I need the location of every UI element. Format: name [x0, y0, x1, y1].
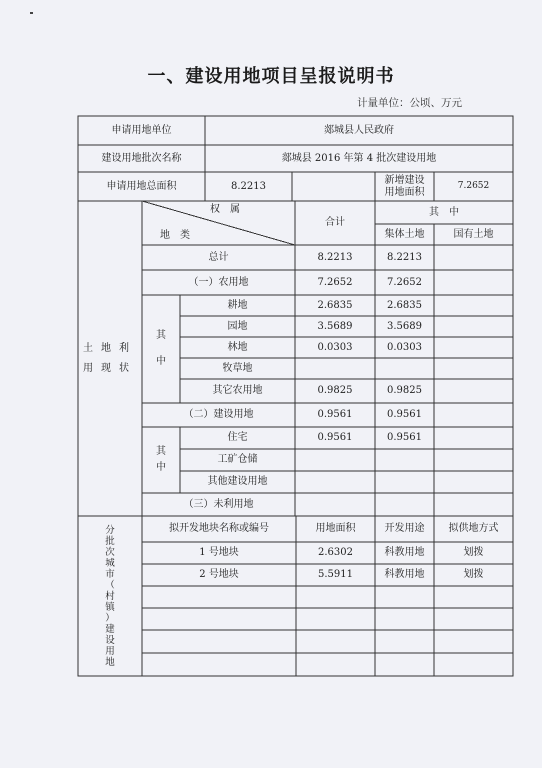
land-class-label: 地 类 [160, 230, 190, 242]
construction-subgroup-label [142, 427, 180, 493]
row-total: 2.6835 [317, 299, 353, 311]
plots-label-char: 用 [105, 645, 115, 657]
row-collective: 3.5689 [387, 320, 422, 332]
row-collective: 2.6835 [387, 299, 422, 311]
row-name: 其它农用地 [212, 385, 263, 397]
row-name: （二）建设用地 [183, 409, 254, 421]
row-total: 0.9825 [317, 385, 353, 397]
plots-label-char: 次 [105, 546, 115, 558]
row-collective: 0.9561 [387, 409, 422, 421]
row-name: （一）农用地 [188, 276, 249, 288]
plot-use-header: 开发用途 [384, 523, 425, 535]
total-column-header: 合计 [325, 217, 345, 229]
row-name: 林地 [227, 341, 248, 353]
plot-area: 2.6302 [318, 547, 353, 559]
row-total: 3.5689 [317, 320, 353, 332]
applicant-label: 申请用地单位 [111, 124, 172, 136]
row-collective: 7.2652 [387, 276, 422, 288]
land-use-label-char: 地 [101, 342, 111, 354]
row-total: 7.2652 [317, 276, 353, 288]
page-title: 一、建设用地项目呈报说明书 [147, 66, 395, 87]
row-name: 牧草地 [222, 362, 253, 374]
row-collective: 8.2213 [387, 251, 422, 263]
plot-area: 5.5911 [318, 569, 353, 581]
plot-name: 2 号地块 [199, 569, 239, 581]
plot-supply: 划拨 [463, 547, 484, 559]
row-collective: 0.9561 [387, 432, 422, 444]
plot-supply: 划拨 [463, 569, 484, 581]
plots-section-label [78, 516, 142, 676]
batch-value: 郯城县 2016 年第 4 批次建设用地 [281, 152, 437, 164]
row-name: （三）未利用地 [183, 498, 254, 510]
land-use-section-label [78, 201, 142, 516]
land-use-label-char: 状 [119, 362, 129, 374]
subgroup-char: 中 [156, 356, 166, 367]
plot-name-header: 拟开发地块名称或编号 [169, 523, 269, 535]
ownership-label: 权 属 [210, 204, 240, 216]
plots-label-char: 村 [105, 590, 115, 602]
row-name: 住宅 [227, 432, 248, 444]
subgroup-char: 其 [156, 446, 166, 457]
new-area-label-line2: 用地面积 [384, 186, 425, 198]
plots-label-char: ） [105, 612, 115, 624]
row-name: 耕地 [227, 299, 248, 311]
row-total: 8.2213 [317, 251, 353, 263]
land-use-label-char: 现 [101, 362, 111, 374]
applicant-value: 郯城县人民政府 [324, 124, 394, 136]
row-name: 工矿仓储 [217, 454, 258, 466]
row-collective: 0.0303 [387, 341, 422, 353]
batch-label: 建设用地批次名称 [101, 152, 182, 164]
agri-subgroup-label [142, 295, 180, 403]
state-column-header: 国有土地 [453, 228, 494, 240]
plots-label-char: 建 [105, 623, 115, 635]
new-area-value: 7.2652 [457, 181, 490, 192]
plot-supply-header: 拟供地方式 [448, 523, 499, 535]
new-area-label-line1: 新增建设 [384, 175, 425, 186]
row-name: 园地 [227, 320, 248, 332]
row-total: 0.9561 [317, 432, 353, 444]
land-use-label-char: 用 [83, 362, 93, 374]
new-area-label [375, 172, 434, 201]
row-total: 0.0303 [317, 341, 353, 353]
total-area-value: 8.2213 [231, 180, 266, 192]
collective-column-header: 集体土地 [384, 228, 425, 240]
land-use-label-char: 利 [119, 342, 129, 354]
plots-label-char: 分 [105, 524, 115, 536]
plots-label-char: 市 [105, 568, 115, 580]
plot-use: 科教用地 [384, 569, 425, 581]
plots-label-char: 批 [105, 535, 115, 547]
row-collective: 0.9825 [387, 385, 422, 397]
plots-label-char: 地 [105, 656, 115, 668]
plots-label-char: （ [105, 579, 115, 591]
measurement-unit: 计量单位：公顷、万元 [357, 97, 462, 109]
row-name: 总计 [208, 251, 229, 263]
subgroup-char: 中 [156, 462, 166, 473]
row-total: 0.9561 [317, 409, 353, 421]
land-use-label-char: 土 [83, 342, 93, 354]
row-name: 其他建设用地 [207, 476, 268, 488]
plots-label-char: 城 [105, 557, 115, 569]
subgroup-char: 其 [156, 330, 166, 341]
total-area-label: 申请用地总面积 [106, 180, 177, 192]
plot-name: 1 号地块 [199, 547, 239, 559]
plot-area-header: 用地面积 [315, 523, 356, 535]
plots-label-char: 设 [105, 634, 115, 646]
among-column-header: 其 中 [429, 206, 459, 218]
plot-use: 科教用地 [384, 547, 425, 559]
plots-label-char: 镇 [105, 601, 115, 613]
